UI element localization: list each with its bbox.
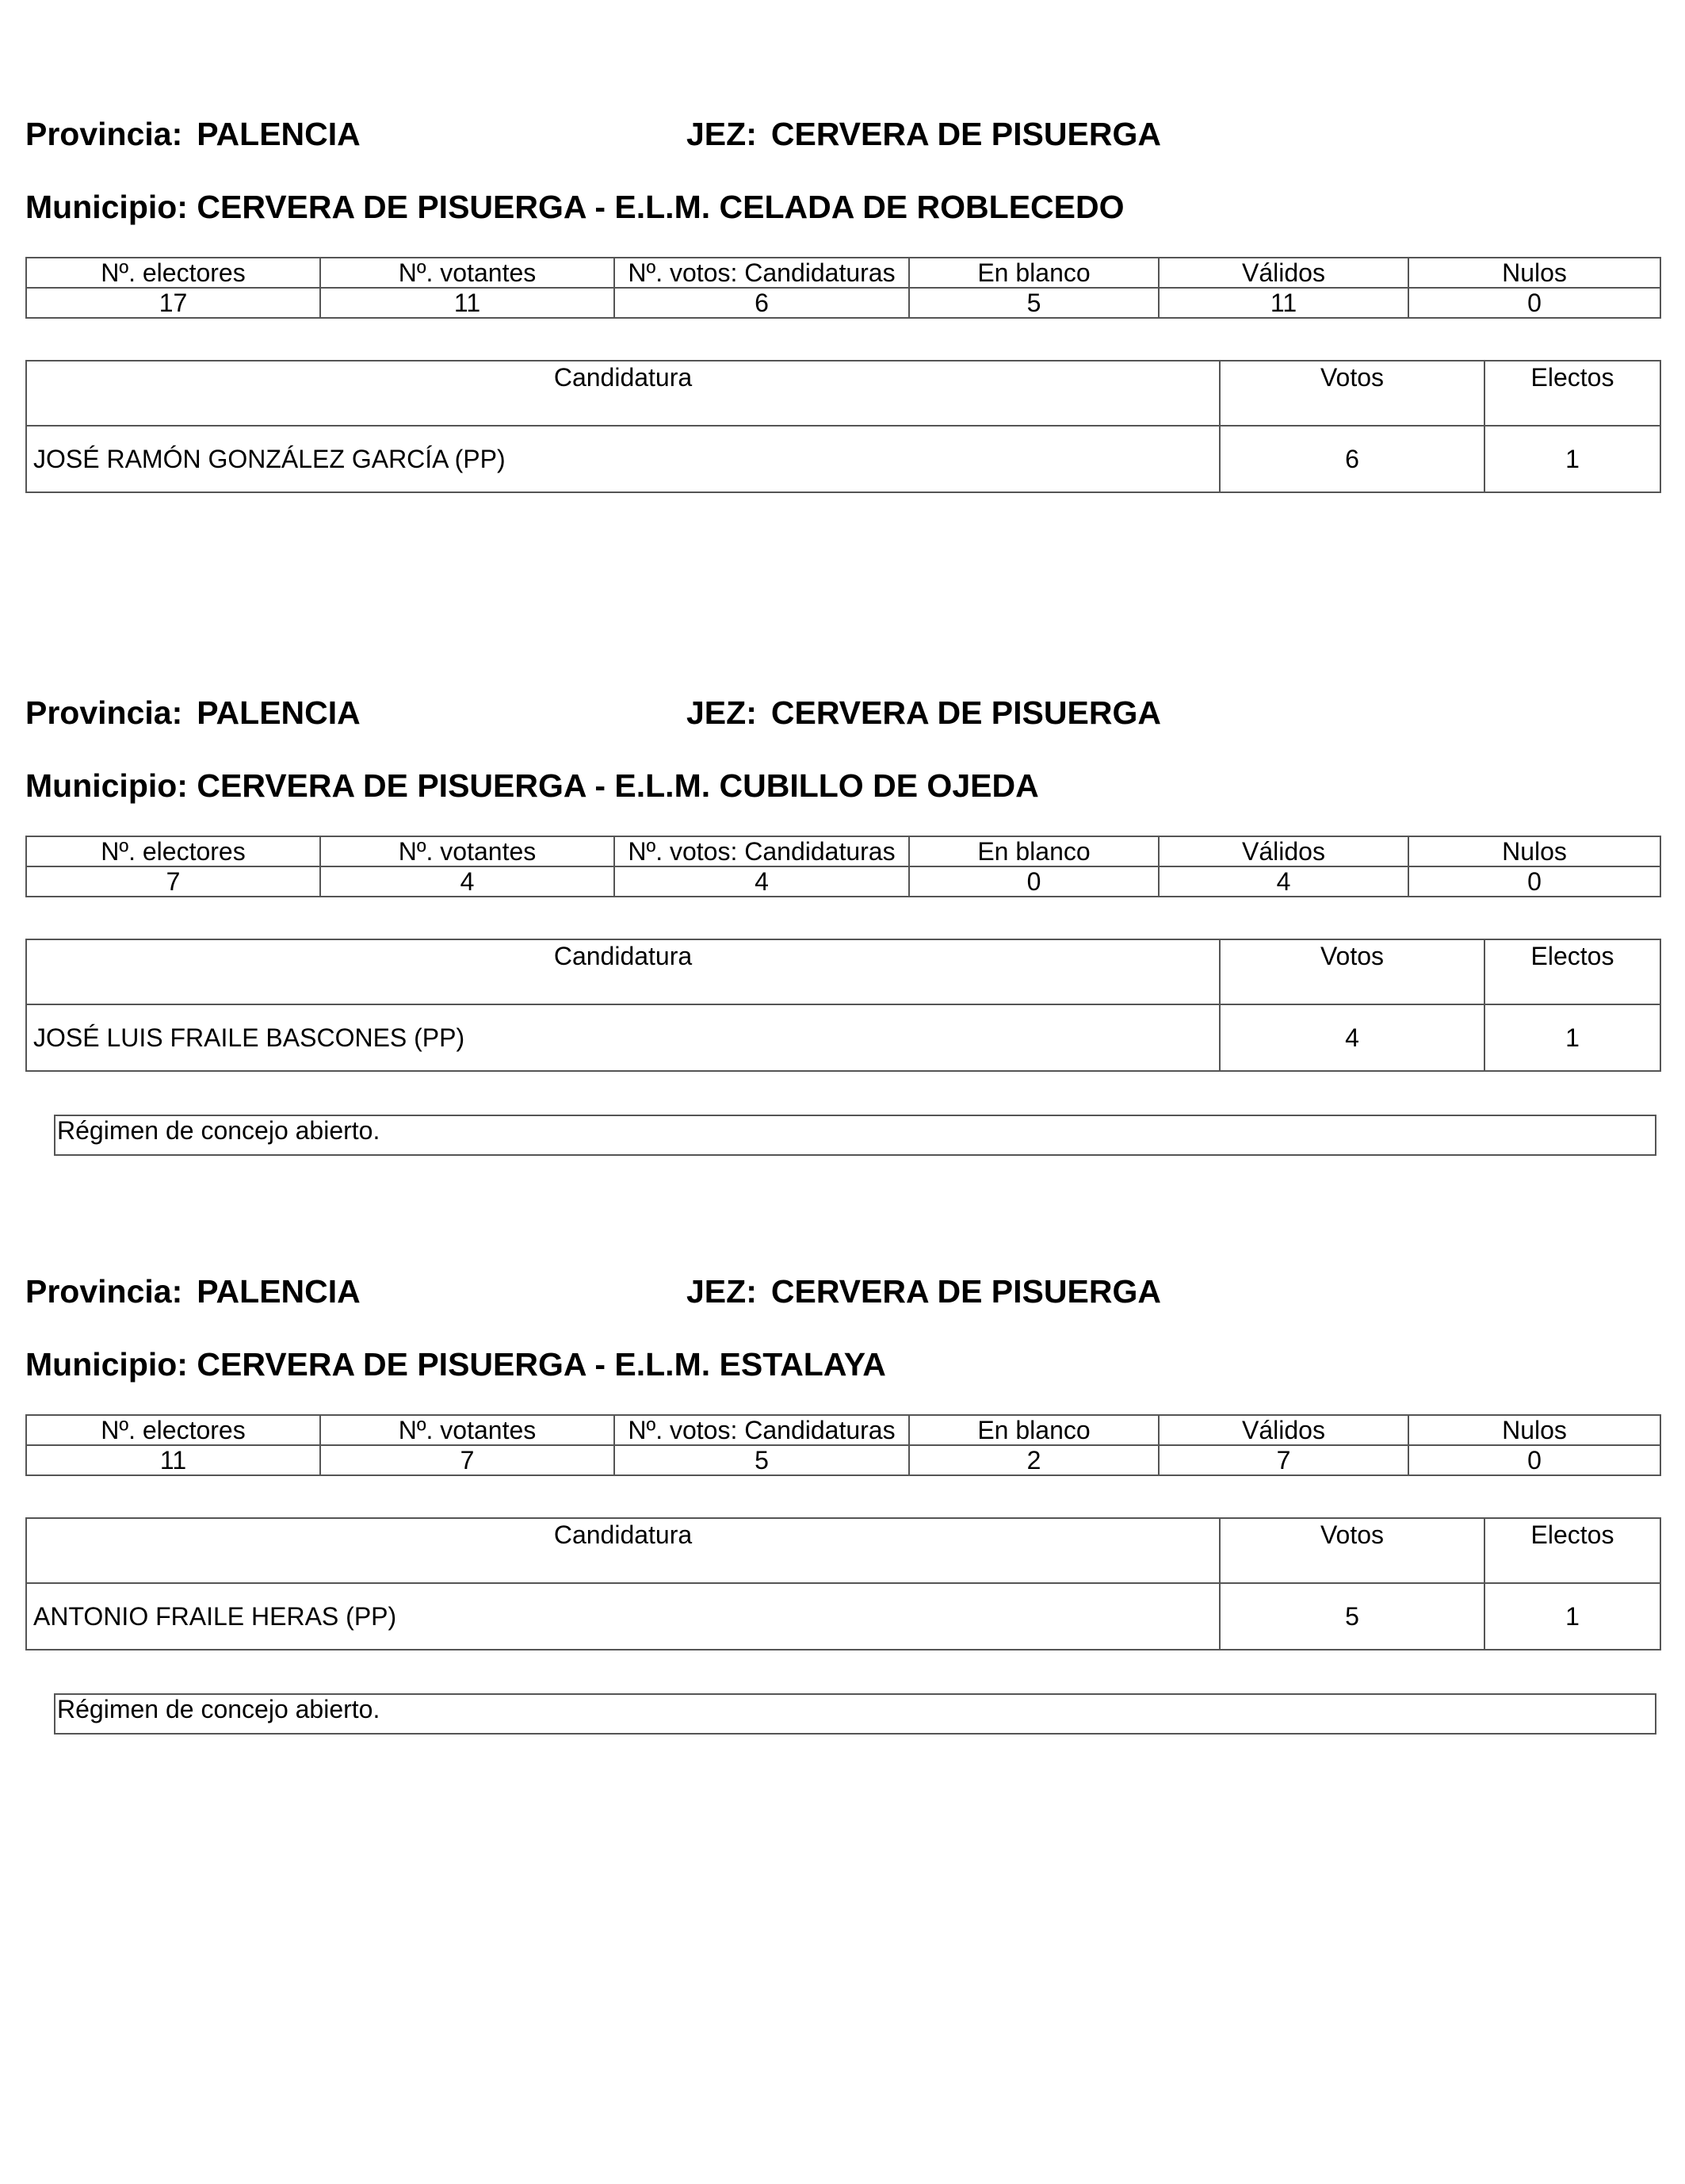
stat-header: Nº. votos: Candidaturas: [614, 836, 909, 866]
stat-value: 5: [909, 288, 1159, 318]
candidate-electos: 1: [1484, 1004, 1660, 1071]
stat-value: 6: [614, 288, 909, 318]
stat-value: 0: [1408, 288, 1660, 318]
provincia-line: [25, 694, 361, 731]
municipio-line: [25, 189, 1125, 225]
stat-header: Nº. electores: [26, 836, 320, 866]
votos-header: Votos: [1220, 361, 1484, 426]
municipio-label: Municipio:: [25, 1346, 188, 1383]
stats-header-row: [26, 1415, 1660, 1445]
candidates-header-row: [26, 361, 1660, 426]
provincia-label: Provincia:: [25, 1273, 183, 1310]
stat-header: Nº. electores: [26, 258, 320, 288]
stat-header: Nº. votos: Candidaturas: [614, 1415, 909, 1445]
municipio-value: CERVERA DE PISUERGA - E.L.M. ESTALAYA: [197, 1346, 886, 1383]
stat-header: Nulos: [1408, 836, 1660, 866]
municipio-label: Municipio:: [25, 767, 188, 804]
provincia-value: PALENCIA: [197, 694, 361, 731]
provincia-value: PALENCIA: [197, 116, 361, 152]
jez-label: JEZ:: [686, 1273, 757, 1310]
stat-value: 0: [1408, 1445, 1660, 1475]
stat-header: Nulos: [1408, 1415, 1660, 1445]
stat-value: 11: [1159, 288, 1408, 318]
candidate-row: [26, 1583, 1660, 1650]
stat-header: En blanco: [909, 258, 1159, 288]
stat-value: 0: [1408, 866, 1660, 897]
jez-line: [686, 1273, 1161, 1310]
candidatura-header: Candidatura: [26, 361, 1220, 426]
candidates-table: [25, 1517, 1661, 1650]
stat-value: 0: [909, 866, 1159, 897]
candidate-electos: 1: [1484, 426, 1660, 492]
provincia-label: Provincia:: [25, 116, 183, 152]
municipio-label: Municipio:: [25, 189, 188, 225]
stat-header: Nº. votantes: [320, 836, 614, 866]
stat-value: 4: [320, 866, 614, 897]
electos-header: Electos: [1484, 361, 1660, 426]
stat-header: Nº. votantes: [320, 258, 614, 288]
note-box: Régimen de concejo abierto.: [54, 1693, 1656, 1735]
stats-header-row: [26, 836, 1660, 866]
municipio-value: CERVERA DE PISUERGA - E.L.M. CELADA DE ROBLECEDO: [197, 189, 1125, 225]
stat-header: Nº. votantes: [320, 1415, 614, 1445]
provincia-line: [25, 116, 361, 152]
municipio-value: CERVERA DE PISUERGA - E.L.M. CUBILLO DE OJEDA: [197, 767, 1039, 804]
candidates-header-row: [26, 939, 1660, 1004]
stat-header: Nº. electores: [26, 1415, 320, 1445]
candidates-header-row: [26, 1518, 1660, 1583]
candidates-table: [25, 360, 1661, 493]
provincia-label: Provincia:: [25, 694, 183, 731]
stats-table: [25, 1414, 1661, 1476]
stat-header: En blanco: [909, 1415, 1159, 1445]
stat-value: 11: [26, 1445, 320, 1475]
votos-header: Votos: [1220, 939, 1484, 1004]
stat-value: 11: [320, 288, 614, 318]
stat-header: Nulos: [1408, 258, 1660, 288]
candidate-electos: 1: [1484, 1583, 1660, 1650]
candidates-table: [25, 939, 1661, 1072]
stat-value: 4: [1159, 866, 1408, 897]
candidate-name: ANTONIO FRAILE HERAS (PP): [26, 1583, 1220, 1650]
jez-label: JEZ:: [686, 116, 757, 152]
stat-header: En blanco: [909, 836, 1159, 866]
candidatura-header: Candidatura: [26, 1518, 1220, 1583]
provincia-value: PALENCIA: [197, 1273, 361, 1310]
jez-line: [686, 694, 1161, 731]
candidate-name: JOSÉ RAMÓN GONZÁLEZ GARCÍA (PP): [26, 426, 1220, 492]
stats-value-row: [26, 1445, 1660, 1475]
candidate-row: [26, 1004, 1660, 1071]
stat-value: 5: [614, 1445, 909, 1475]
stat-header: Nº. votos: Candidaturas: [614, 258, 909, 288]
jez-label: JEZ:: [686, 694, 757, 731]
stat-value: 4: [614, 866, 909, 897]
jez-value: CERVERA DE PISUERGA: [770, 1273, 1161, 1310]
jez-value: CERVERA DE PISUERGA: [770, 116, 1161, 152]
jez-line: [686, 116, 1161, 152]
stat-value: 7: [26, 866, 320, 897]
candidate-name: JOSÉ LUIS FRAILE BASCONES (PP): [26, 1004, 1220, 1071]
stat-header: Válidos: [1159, 258, 1408, 288]
candidatura-header: Candidatura: [26, 939, 1220, 1004]
votos-header: Votos: [1220, 1518, 1484, 1583]
stat-value: 7: [1159, 1445, 1408, 1475]
candidate-row: [26, 426, 1660, 492]
stat-value: 7: [320, 1445, 614, 1475]
candidate-votos: 5: [1220, 1583, 1484, 1650]
stats-table: [25, 257, 1661, 319]
stats-table: [25, 836, 1661, 897]
municipio-line: [25, 767, 1039, 804]
jez-value: CERVERA DE PISUERGA: [770, 694, 1161, 731]
candidate-votos: 6: [1220, 426, 1484, 492]
stats-value-row: [26, 866, 1660, 897]
stats-value-row: [26, 288, 1660, 318]
stat-value: 2: [909, 1445, 1159, 1475]
candidate-votos: 4: [1220, 1004, 1484, 1071]
note-box: Régimen de concejo abierto.: [54, 1115, 1656, 1156]
municipio-line: [25, 1346, 886, 1383]
stat-header: Válidos: [1159, 1415, 1408, 1445]
electos-header: Electos: [1484, 1518, 1660, 1583]
stats-header-row: [26, 258, 1660, 288]
stat-value: 17: [26, 288, 320, 318]
electos-header: Electos: [1484, 939, 1660, 1004]
provincia-line: [25, 1273, 361, 1310]
stat-header: Válidos: [1159, 836, 1408, 866]
